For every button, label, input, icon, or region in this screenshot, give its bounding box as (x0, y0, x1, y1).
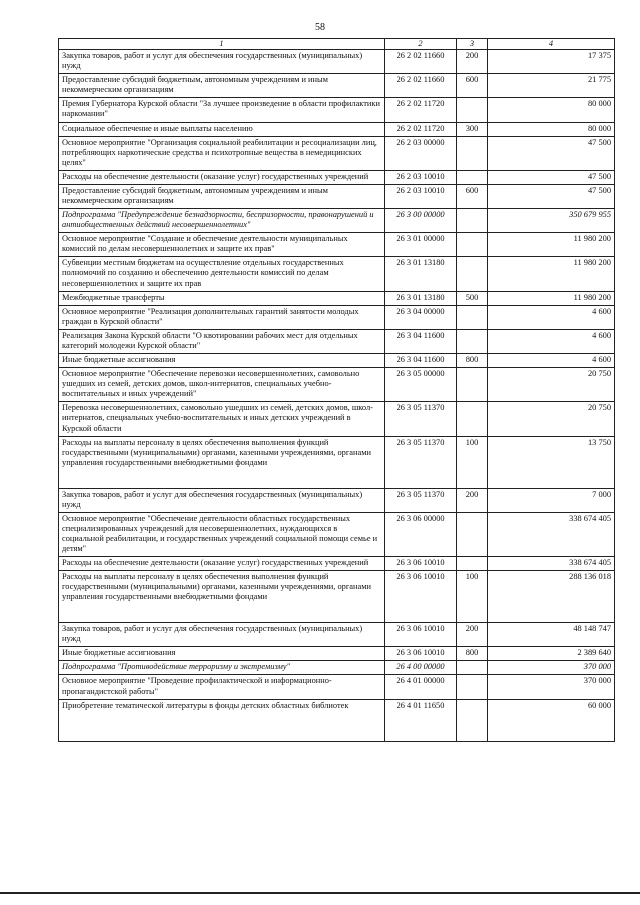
table-row (59, 436, 615, 488)
row-sum-cell: 2 389 640 (488, 647, 615, 661)
row-name-cell: Премия Губернатора Курской области "За лучшее произведение в области профилактики наркомании" (59, 98, 385, 122)
row-code-cell: 26 2 03 00000 (385, 136, 457, 170)
row-code-cell: 26 3 06 10010 (385, 571, 457, 623)
page-bottom-rule (0, 892, 640, 894)
row-name-cell: Расходы на выплаты персоналу в целях обеспечения выполнения функций государственными (муниципальными) органами, казенными учреждениями, органами управления государственными внебюджетными фондами (59, 571, 385, 623)
column-header-sum: 4 (488, 39, 615, 50)
row-vr-cell: 600 (457, 184, 488, 208)
row-vr-cell (457, 136, 488, 170)
row-code-cell: 26 2 02 11720 (385, 98, 457, 122)
row-sum-cell: 4 600 (488, 329, 615, 353)
row-sum-cell: 60 000 (488, 699, 615, 741)
row-name-cell: Основное мероприятие "Проведение профилактической и информационно-пропагандистской работы" (59, 675, 385, 699)
budget-table (58, 38, 615, 742)
table-row (59, 291, 615, 305)
row-vr-cell: 200 (457, 50, 488, 74)
row-sum-cell: 80 000 (488, 122, 615, 136)
table-row (59, 136, 615, 170)
row-vr-cell (457, 402, 488, 436)
column-header-vr: 3 (457, 39, 488, 50)
row-vr-cell (457, 557, 488, 571)
row-sum-cell: 20 750 (488, 402, 615, 436)
row-name-cell: Расходы на выплаты персоналу в целях обеспечения выполнения функций государственными (муниципальными) органами, казенными учреждениями, органами управления государственными внебюджетными фондами (59, 436, 385, 488)
row-code-cell: 26 4 01 11650 (385, 699, 457, 741)
column-header-code: 2 (385, 39, 457, 50)
row-vr-cell: 800 (457, 354, 488, 368)
row-code-cell: 26 2 02 11660 (385, 74, 457, 98)
column-header-name: 1 (59, 39, 385, 50)
row-vr-cell: 500 (457, 291, 488, 305)
row-code-cell: 26 3 06 00000 (385, 512, 457, 556)
row-name-cell: Перевозка несовершеннолетних, самовольно ушедших из семей, детских домов, школ-интернатов, специальных учебно-воспитательных и иных детских учреждений в Курской области (59, 402, 385, 436)
row-sum-cell: 80 000 (488, 98, 615, 122)
row-code-cell: 26 3 06 10010 (385, 647, 457, 661)
row-code-cell: 26 3 05 11370 (385, 488, 457, 512)
table-row (59, 675, 615, 699)
table-row (59, 557, 615, 571)
row-code-cell: 26 3 05 00000 (385, 368, 457, 402)
table-row (59, 623, 615, 647)
row-code-cell: 26 3 05 11370 (385, 436, 457, 488)
row-sum-cell: 47 500 (488, 184, 615, 208)
row-sum-cell: 370 000 (488, 675, 615, 699)
row-sum-cell: 4 600 (488, 354, 615, 368)
row-sum-cell: 48 148 747 (488, 623, 615, 647)
row-vr-cell: 200 (457, 623, 488, 647)
row-vr-cell (457, 699, 488, 741)
row-vr-cell: 800 (457, 647, 488, 661)
table-row (59, 647, 615, 661)
row-vr-cell: 100 (457, 436, 488, 488)
row-name-cell: Расходы на обеспечение деятельности (оказание услуг) государственных учреждений (59, 170, 385, 184)
row-vr-cell (457, 257, 488, 291)
row-code-cell: 26 3 01 00000 (385, 233, 457, 257)
row-vr-cell (457, 329, 488, 353)
table-row (59, 74, 615, 98)
row-vr-cell: 300 (457, 122, 488, 136)
row-code-cell: 26 3 01 13180 (385, 291, 457, 305)
row-vr-cell (457, 233, 488, 257)
row-name-cell: Предоставление субсидий бюджетным, автономным учреждениям и иным некоммерческим организациям (59, 74, 385, 98)
row-code-cell: 26 4 01 00000 (385, 675, 457, 699)
table-header-row (59, 39, 615, 50)
table-row (59, 305, 615, 329)
row-name-cell: Основное мероприятие "Обеспечение перевозки несовершеннолетних, самовольно ушедших из семей, детских домов, школ-интернатов, специальных учебно-воспитательных и иных учреждений" (59, 368, 385, 402)
row-name-cell: Подпрограмма "Противодействие терроризму и экстремизму" (59, 661, 385, 675)
row-vr-cell (457, 368, 488, 402)
row-code-cell: 26 2 03 10010 (385, 170, 457, 184)
table-row (59, 699, 615, 741)
row-name-cell: Иные бюджетные ассигнования (59, 647, 385, 661)
row-vr-cell (457, 661, 488, 675)
row-vr-cell (457, 209, 488, 233)
table-row (59, 50, 615, 74)
row-sum-cell: 47 500 (488, 170, 615, 184)
table-row (59, 368, 615, 402)
row-sum-cell: 288 136 018 (488, 571, 615, 623)
table-row (59, 233, 615, 257)
row-vr-cell: 100 (457, 571, 488, 623)
row-code-cell: 26 2 03 10010 (385, 184, 457, 208)
row-name-cell: Межбюджетные трансферты (59, 291, 385, 305)
row-name-cell: Реализация Закона Курской области "О квотировании рабочих мест для отдельных категорий молодежи Курской области" (59, 329, 385, 353)
row-name-cell: Основное мероприятие "Реализация дополнительных гарантий занятости молодых граждан в Курской области" (59, 305, 385, 329)
row-code-cell: 26 3 00 00000 (385, 209, 457, 233)
row-sum-cell: 11 980 200 (488, 291, 615, 305)
table-row (59, 512, 615, 556)
table-row (59, 329, 615, 353)
row-code-cell: 26 4 00 00000 (385, 661, 457, 675)
table-row (59, 571, 615, 623)
row-vr-cell (457, 170, 488, 184)
row-code-cell: 26 3 04 11600 (385, 329, 457, 353)
row-name-cell: Закупка товаров, работ и услуг для обеспечения государственных (муниципальных) нужд (59, 50, 385, 74)
row-name-cell: Основное мероприятие "Обеспечение деятельности областных государственных специализированных учреждений для несовершеннолетних, нуждающихся в социальной реабилитации, и государственных учреждений социальной помощи семье и детям" (59, 512, 385, 556)
row-sum-cell: 47 500 (488, 136, 615, 170)
row-name-cell: Закупка товаров, работ и услуг для обеспечения государственных (муниципальных) нужд (59, 623, 385, 647)
table-row (59, 661, 615, 675)
row-sum-cell: 20 750 (488, 368, 615, 402)
row-code-cell: 26 3 04 00000 (385, 305, 457, 329)
row-name-cell: Расходы на обеспечение деятельности (оказание услуг) государственных учреждений (59, 557, 385, 571)
table-row (59, 170, 615, 184)
row-vr-cell: 200 (457, 488, 488, 512)
table-row (59, 98, 615, 122)
page-number: 58 (315, 22, 325, 33)
row-vr-cell (457, 675, 488, 699)
row-vr-cell: 600 (457, 74, 488, 98)
row-vr-cell (457, 512, 488, 556)
row-sum-cell: 11 980 200 (488, 257, 615, 291)
table-row (59, 354, 615, 368)
table-row (59, 209, 615, 233)
table-row (59, 257, 615, 291)
row-vr-cell (457, 98, 488, 122)
table-row (59, 402, 615, 436)
row-name-cell: Закупка товаров, работ и услуг для обеспечения государственных (муниципальных) нужд (59, 488, 385, 512)
row-code-cell: 26 3 06 10010 (385, 623, 457, 647)
row-sum-cell: 4 600 (488, 305, 615, 329)
row-sum-cell: 338 674 405 (488, 557, 615, 571)
row-name-cell: Подпрограмма "Предупреждение безнадзорности, беспризорности, правонарушений и антиобщественных действий несовершеннолетних" (59, 209, 385, 233)
row-code-cell: 26 3 06 10010 (385, 557, 457, 571)
row-sum-cell: 17 375 (488, 50, 615, 74)
row-sum-cell: 338 674 405 (488, 512, 615, 556)
row-code-cell: 26 2 02 11720 (385, 122, 457, 136)
row-code-cell: 26 3 04 11600 (385, 354, 457, 368)
table-row (59, 184, 615, 208)
row-name-cell: Субвенции местным бюджетам на осуществление отдельных государственных полномочий по созданию и обеспечению деятельности комиссий по делам несовершеннолетних и защите их прав (59, 257, 385, 291)
row-name-cell: Иные бюджетные ассигнования (59, 354, 385, 368)
row-sum-cell: 11 980 200 (488, 233, 615, 257)
row-sum-cell: 7 000 (488, 488, 615, 512)
row-sum-cell: 13 750 (488, 436, 615, 488)
row-sum-cell: 21 775 (488, 74, 615, 98)
table-row (59, 122, 615, 136)
row-name-cell: Социальное обеспечение и иные выплаты населению (59, 122, 385, 136)
row-code-cell: 26 3 05 11370 (385, 402, 457, 436)
row-vr-cell (457, 305, 488, 329)
row-name-cell: Основное мероприятие "Создание и обеспечение деятельности муниципальных комиссий по делам несовершеннолетних и защите их прав" (59, 233, 385, 257)
row-name-cell: Приобретение тематической литературы в фонды детских областных библиотек (59, 699, 385, 741)
row-name-cell: Основное мероприятие "Организация социальной реабилитации и ресоциализации лиц, потребляющих наркотические средства и психотропные вещества в немедицинских целях" (59, 136, 385, 170)
row-sum-cell: 370 000 (488, 661, 615, 675)
row-code-cell: 26 2 02 11660 (385, 50, 457, 74)
row-name-cell: Предоставление субсидий бюджетным, автономным учреждениям и иным некоммерческим организациям (59, 184, 385, 208)
table-row (59, 488, 615, 512)
row-code-cell: 26 3 01 13180 (385, 257, 457, 291)
row-sum-cell: 350 679 955 (488, 209, 615, 233)
